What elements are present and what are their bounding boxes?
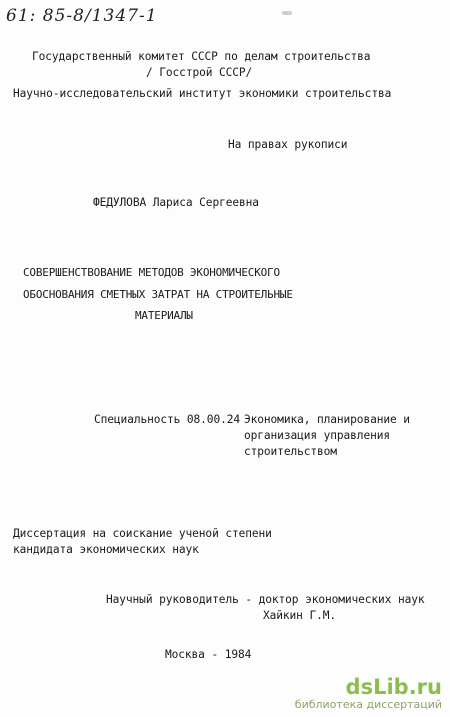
dslib-watermark [295,676,442,711]
thesis-title-line-3: МАТЕРИАЛЫ [135,309,193,322]
supervisor-line-2: Хайкин Г.М. [263,609,336,622]
supervisor-line-1: Научный руководитель - доктор экономических наук [106,593,425,606]
place-year: Москва - 1984 [165,648,252,661]
degree-line-1: Диссертация на соискание ученой степени [13,527,272,540]
institute-line: Научно-исследовательский институт экономики строительства [13,87,392,100]
thesis-title-line-2: ОБОСНОВАНИЯ СМЕТНЫХ ЗАТРАТ НА СТРОИТЕЛЬНЫЕ [23,288,293,301]
specialty-label: Специальность 08.00.24 [94,413,240,426]
dslib-subtitle: библиотека диссертаций [294,698,442,711]
degree-line-2: кандидата экономических наук [13,543,199,556]
rights-note: На правах рукописи [228,138,348,151]
thesis-title-line-1: СОВЕРШЕНСТВОВАНИЕ МЕТОДОВ ЭКОНОМИЧЕСКОГО [23,266,280,279]
handwritten-catalog-code: 61: 85-8/1347-1 [6,6,158,26]
org-line-1: Государственный комитет СССР по делам строительства [32,50,371,63]
dslib-logo: ds Lib .ru [345,675,442,699]
specialty-line-3: строительством [244,445,337,458]
org-line-2: / Госстрой СССР/ [146,66,253,79]
specialty-line-1: Экономика, планирование и [244,413,410,426]
author-name: ФЕДУЛОВА Лариса Сергеевна [93,196,259,209]
stamp-mark [282,11,292,15]
specialty-line-2: организация управления [244,429,390,442]
